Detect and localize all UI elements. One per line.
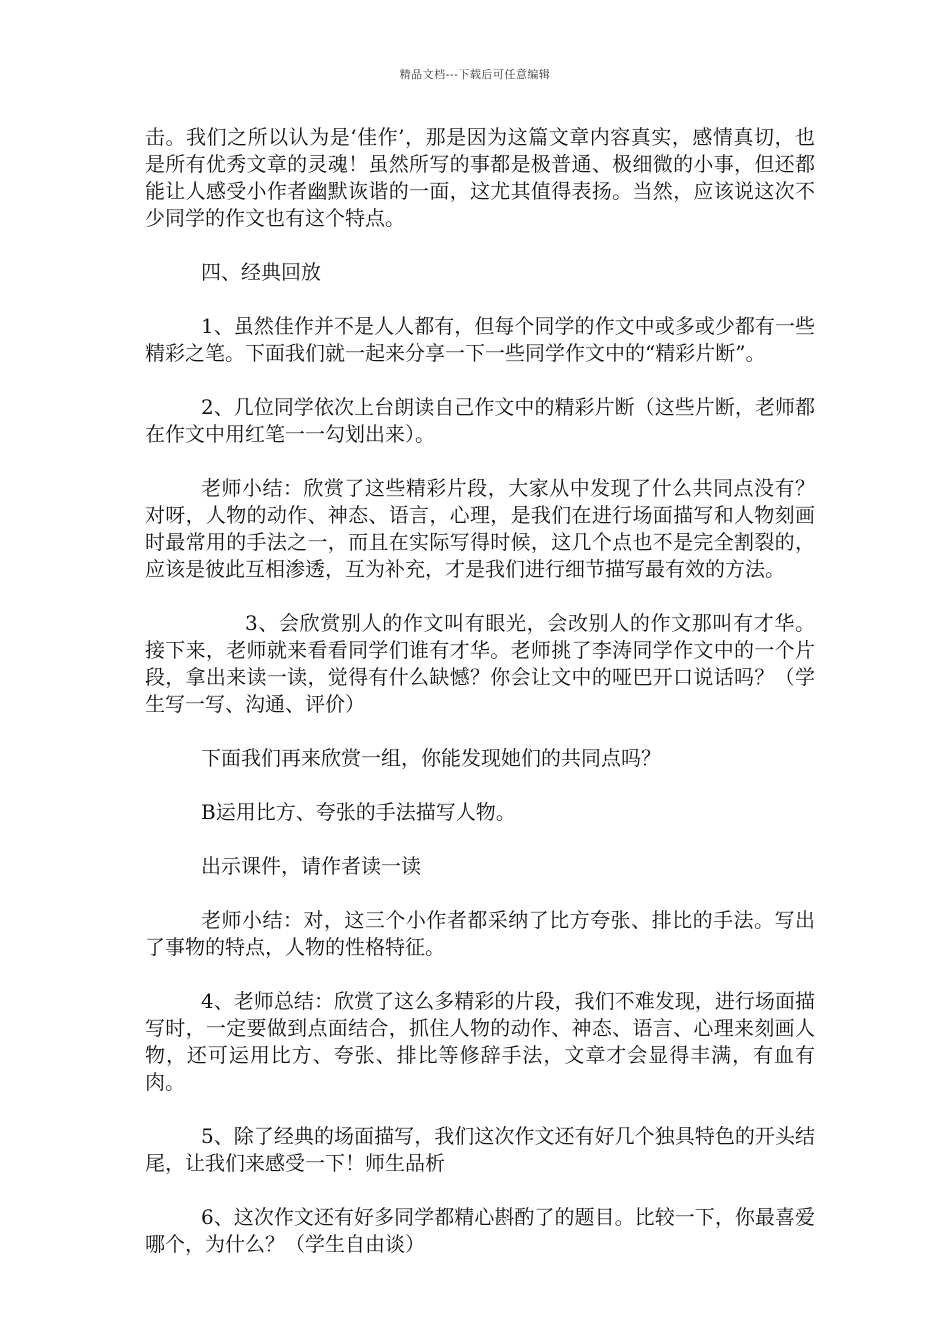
paragraph-item-1: 1、虽然佳作并不是人人都有，但每个同学的作文中或多或少都有一些精彩之笔。下面我们就一起来分享一下一些同学作文中的“精彩片断”。 xyxy=(145,314,815,365)
paragraph-teacher-summary-2: 老师小结：对，这三个小作者都采纳了比方夸张、排比的手法。写出了事物的特点，人物的性格特征。 xyxy=(145,908,815,959)
document-body xyxy=(145,124,815,1285)
paragraph-item-b: B运用比方、夸张的手法描写人物。 xyxy=(201,800,516,824)
paragraph-item-5: 5、除了经典的场面描写，我们这次作文还有好几个独具特色的开头结尾，让我们来感受一下！师生品析 xyxy=(145,1124,815,1175)
paragraph-item-3: 3、会欣赏别人的作文叫有眼光，会改别人的作文那叫有才华。接下来，老师就来看看同学们谁有才华。老师挑了李涛同学作文中的一个片段，拿出来读一读，觉得有什么缺憾？你会让文中的哑巴开口说话吗？（学生写一写、沟通、评价） xyxy=(145,611,815,716)
paragraph-teacher-summary-1: 老师小结：欣赏了这些精彩片段，大家从中发现了什么共同点没有？对呀，人物的动作、神态、语言，心理，是我们在进行场面描写和人物刻画时最常用的手法之一，而且在实际写得时候，这几个点也不是完全割裂的，应该是彼此互相渗透，互为补充，才是我们进行细节描写最有效的方法。 xyxy=(145,476,815,581)
paragraph-continuation: 击。我们之所以认为是‘佳作’，那是因为这篇文章内容真实，感情真切，也是所有优秀文章的灵魂！虽然所写的事都是极普通、极细微的小事，但还都能让人感受小作者幽默诙谐的一面，这尤其值得表扬。当然，应该说这次不少同学的作文也有这个特点。 xyxy=(145,125,815,230)
paragraph-item-4: 4、老师总结：欣赏了这么多精彩的片段，我们不难发现，进行场面描写时，一定要做到点面结合，抓住人物的动作、神态、语言、心理来刻画人物，还可运用比方、夸张、排比等修辞手法，文章才会显得丰满，有血有肉。 xyxy=(145,989,815,1094)
paragraph-item-2: 2、几位同学依次上台朗读自己作文中的精彩片断（这些片断，老师都在作文中用红笔一一勾划出来）。 xyxy=(145,395,815,446)
paragraph-appreciate-group: 下面我们再来欣赏一组，你能发现她们的共同点吗？ xyxy=(201,746,661,770)
page-header: 精品文档---下载后可任意编辑 xyxy=(399,68,551,81)
section-heading-classic-review: 四、经典回放 xyxy=(201,260,321,284)
paragraph-show-courseware: 出示课件，请作者读一读 xyxy=(201,854,421,878)
paragraph-item-6: 6、这次作文还有好多同学都精心斟酌了的题目。比较一下，你最喜爱哪个，为什么？（学生自由谈） xyxy=(145,1205,815,1256)
